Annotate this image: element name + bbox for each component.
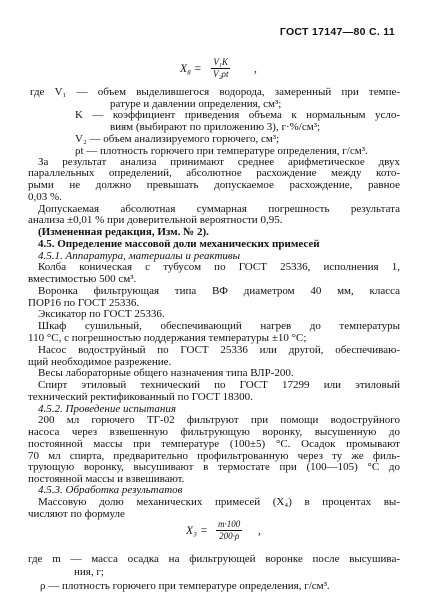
text-line: 200 мл горючего ТГ-02 фильтруют при помощи водоструйного	[38, 414, 400, 427]
text-line: где V₁ — объем выделившегося водорода, замеренный при темпе-	[30, 85, 400, 98]
text-line: Шкаф сушильный, обеспечивающий нагрев до температуры	[38, 320, 400, 333]
text-line: 0,03 %.	[28, 190, 62, 203]
text-line: Весы лабораторные общего назначения типа ВЛР-200.	[38, 367, 294, 380]
text-line: числяют по формуле	[28, 507, 125, 520]
text-line: виям (выбирают по приложению 3), г·%/см³;	[110, 121, 321, 134]
text-line: Колба коническая с тубусом по ГОСТ 25336, исполнения 1,	[38, 261, 400, 274]
text-line: ПОР16 по ГОСТ 25336.	[28, 296, 140, 309]
text-line: рыми не должно превышать допускаемое расхождение, равное	[28, 179, 400, 192]
text-line: ратуре и давлении определения, см³;	[110, 97, 282, 110]
text-line: постоянной массы и взвешивают.	[28, 473, 185, 486]
text-line: K — коэффициент приведения объема к нормальным усло-	[75, 109, 400, 122]
subsection-heading: 4.5.2. Проведение испытания	[38, 402, 176, 415]
text-line: ния, г;	[74, 566, 104, 578]
formula-2-denominator: 200·ρ	[219, 531, 240, 541]
text-line: Допускаемая абсолютная суммарная погрешность результата	[38, 202, 400, 215]
text-line: где m — масса осадка на фильтрующей воронке после высушива-	[28, 553, 400, 565]
text-line: ρ — плотность горючего при температуре определения, г/см³.	[40, 580, 330, 592]
text-line: За результат анализа принимают среднее арифметическое двух	[38, 155, 400, 168]
text-line: Воронка фильтрующая типа ВФ диаметром 40 мм, класса	[38, 284, 400, 297]
formula-2-numerator: m·100	[218, 519, 241, 529]
formula-2-lhs: X₃ =	[186, 525, 208, 537]
text-line: Насос водоструйный по ГОСТ 25336 или другой, обеспечиваю-	[38, 343, 400, 356]
text-line: ρt — плотность горючего при температуре определения, г/см³.	[75, 144, 368, 157]
section-heading: 4.5. Определение массовой доли механических примесей	[38, 237, 320, 250]
formula-1-numerator: V₁K	[213, 57, 229, 67]
formula-1-tail: ,	[254, 63, 257, 75]
text-line: насоса через взвешенную фильтрующую воронку, высушенную до	[28, 426, 400, 439]
subsection-heading: 4.5.1. Аппаратура, материалы и реактивы	[38, 249, 241, 262]
text-line: 70 мл спирта, предварительно профильтрованную через ту же филь-	[28, 449, 400, 462]
text-line: V₂ — объем анализируемого горючего, см³;	[75, 132, 280, 145]
formula-1-lhs: X₈ =	[180, 63, 202, 75]
text-line: технический ректификованный по ГОСТ 18300.	[28, 390, 253, 403]
page-header: ГОСТ 17147—80 С. 11	[279, 26, 395, 38]
text-line: щий необходимое разрежение.	[28, 355, 172, 368]
text-line: вместимостью 500 см³.	[28, 273, 137, 286]
formula-2-fraction	[216, 519, 242, 542]
formula-2-tail: ,	[258, 525, 261, 537]
text-line: 110 °С, с погрешностью поддержания температуры ±10 °С;	[28, 332, 307, 344]
text-line: анализа ±0,01 % при доверительной вероятности 0,95.	[28, 214, 283, 227]
text-line: параллельных определений, абсолютное расхождение между кото-	[28, 167, 400, 180]
text-line: постоянной массы при температуре (100±5) °С. Осадок промывают	[28, 437, 400, 450]
text-line: трующую воронку, высушивают в термостате при (100—105) °С до	[28, 461, 400, 474]
amendment-note: (Измененная редакция, Изм. № 2).	[38, 226, 209, 239]
text-line: Эксикатор по ГОСТ 25336.	[38, 308, 165, 321]
formula-1-fraction	[211, 57, 230, 80]
formula-1-denominator: V₂ρt	[213, 69, 229, 79]
subsection-heading: 4.5.3. Обработка результатов	[38, 484, 183, 497]
text-line: Массовую долю механических примесей (X₄) в процентах вы-	[38, 495, 400, 508]
text-line: Спирт этиловый технический по ГОСТ 17299 или этиловый	[38, 379, 400, 392]
